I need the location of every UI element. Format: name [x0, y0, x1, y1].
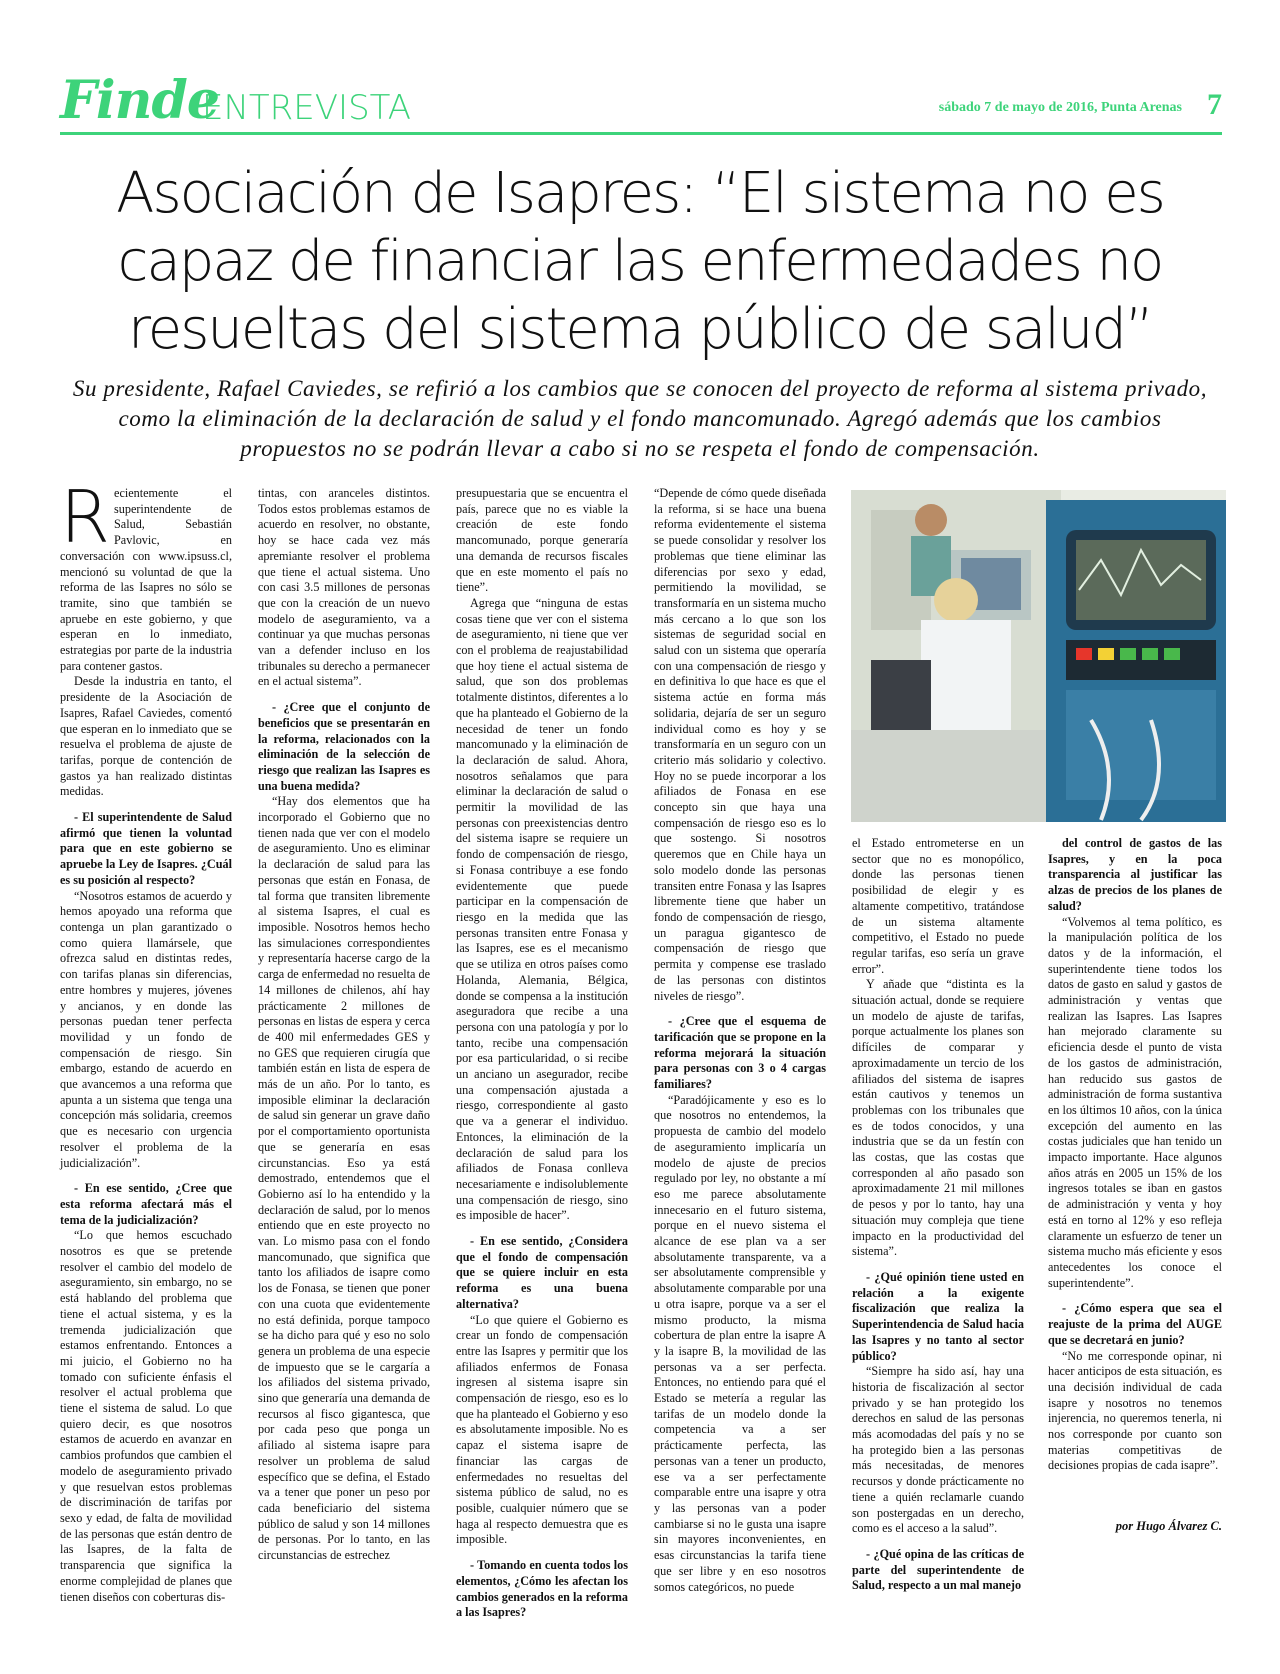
question: - ¿Cómo espera que sea el reajuste de la prima del AUGE que se decretará en junio?: [1048, 1301, 1222, 1347]
answer: “Lo que hemos escuchado nosotros es que se pretende resolver el cambio del modelo de aseguramiento, sin embargo, no se está hablando del problema que tiene el actual sistema, y es la tremenda judicialización que estamos enfrentando. Entonces a mi juicio, el Gobierno no ha tomado con suficiente énfasis el resolver el actual problema que tiene el sistema de salud. Lo que quiero decir, es que nosotros estamos de acuerdo en avanzar en cambios profundos que cambien el modelo de aseguramiento privado y que resuelvan estos problemas de discriminación de tarifas por sexo y edad, de falta de movilidad de las personas que están dentro de las Isapres, de la falta de transparencia que significa la enorme complejidad de planes que tienen diseños con coberturas dis-: [60, 1228, 232, 1604]
photo-illustration: [851, 490, 1226, 822]
column-1: [60, 475, 232, 1605]
question: - ¿Cree que el conjunto de beneficios que se presentarán en la reforma, relacionados con la eliminación de la selección de riesgo que realizan las Isapres es una buena medida?: [258, 700, 430, 793]
answer: “No me corresponde opinar, ni hacer anticipos de esta situación, es una decisión individual de cada isapre y nosotros no tenemos injerencia, no queremos tenerla, ni nos corresponde por cuanto son materias competitivas de decisiones propias de cada isapre”.: [1048, 1348, 1222, 1473]
paragraph: Agrega que “ninguna de estas cosas tiene que ver con el sistema de aseguramiento, ni tiene que ver con el problema de reajustabilidad que hoy tiene el actual sistema de salud, que son dos problemas totalmente distintos, diferentes a lo que ha planteado el Gobierno de la necesidad de tener un fondo mancomunado y la eliminación de la declaración de salud. Ahora, nosotros señalamos que para eliminar la declaración de salud o permitir la movilidad de las personas con preexistencias dentro del sistema isapre se requiere un fondo de compensación de riesgo, si Fonasa contribuye a ese fondo evidentemente que puede participar en la compensación de riesgo en la medida que las personas transiten entre Fonasa y las Isapres, ese es el mecanismo que se utiliza en otros países como Holanda, Alemania, Bélgica, donde se compensa a la institución aseguradora que recibe a una persona con una patología y por lo tanto, recibe una compensación por esa particularidad, o si recibe un anciano un asegurador, recibe una compensación ajustada a riesgo, correspondiente al gasto que va a generar el individuo. Entonces, la eliminación de la declaración de salud para los afiliados de Fonasa conlleva necesariamente e indisolublemente una compensación de riesgo, sino es imposible de hacer”.: [456, 595, 628, 1223]
paragraph: “Depende de cómo quede diseñada la reforma, si se hace una buena reforma evidentemente el sistema se puede consolidar y resolver los problemas que tiene eliminar las diferencias por sexo y edad, permitiendo la movilidad, se transformaría en un sistema mucho más cercano a lo que son los sistemas de seguridad social en salud con un sistema que operaría con una compensación de riesgo y en definitiva lo que hace es que el sistema actúe en forma más solidaria, dejaría de ser un seguro individual como es hoy y se transformaría en un seguro con un criterio más solidario y colectivo. Hoy no se puede incorporar a los afiliados de Fonasa en ese concepto sin que haya una compensación de riesgo eso es lo que sostengo. Si nosotros queremos que en Chile haya un solo modelo donde las personas transiten entre Fonasa y las Isapres libremente tiene que haber un fondo de compensación de riesgo, un paragua gigantesco de compensación de riesgo que permita y compense ese traslado de las personas con distintos niveles de riesgo”.: [654, 486, 826, 1003]
question: - ¿Cree que el esquema de tarificación que se propone en la reforma mejorará la situación para personas con 3 o 4 cargas familiares?: [654, 1014, 826, 1092]
deck: Su presidente, Rafael Caviedes, se refirió a los cambios que se conocen del proyecto de reforma al sistema privado, como la eliminación de la declaración de salud y el fondo mancomunado. Agregó además que los cambios propuestos no se podrán llevar a cabo si no se respeta el fondo de compensación.: [72, 376, 1208, 461]
question: - ¿Qué opinión tiene usted en relación a la exigente fiscalización que realiza la Superintendencia de Salud hacia las Isapres y no tanto al sector público?: [852, 1269, 1024, 1363]
header-rule: [60, 132, 1222, 135]
article-photo: [851, 490, 1226, 822]
question: - Tomando en cuenta todos los elementos, ¿Cómo les afectan los cambios generados en la reforma a las Isapres?: [456, 1558, 628, 1620]
section-label: ENTREVISTA: [202, 88, 412, 128]
question: - El superintendente de Salud afirmó que tienen la voluntad para que en este gobierno se apruebe la Ley de Isapres. ¿Cuál es su posición al respecto?: [60, 810, 232, 887]
brand-logo: Finde: [60, 70, 219, 131]
page-number: 7: [1207, 88, 1222, 121]
drop-cap: R: [60, 475, 111, 559]
dateline: sábado 7 de mayo de 2016, Punta Arenas: [938, 100, 1182, 115]
column-5: [852, 836, 1024, 1594]
question: - En ese sentido, ¿Cree que esta reforma afectará más el tema de la judicialización?: [60, 1181, 232, 1227]
answer: “Volvemos al tema político, es la manipulación política de los datos y de la información, el superintendente tiene todos los datos de gasto en salud y gastos de administración y ventas que realizan las Isapres. Las Isapres han mejorado claramente su eficiencia desde el punto de vista de los gastos de administración, han reducido sus gastos de administración de forma sustantiva en los últimos 10 años, con la única excepción del aumento en las costas judiciales que han tenido un impacto importante. Hace algunos años atrás en 2005 un 15% de los ingresos totales se iban en gastos de administración y venta y hoy está en torno al 12% y eso refleja claramente un esfuerzo de tener un sistema mucho más eficiente y esos antecedentes los conoce el superintendente”.: [1048, 914, 1222, 1290]
answer: “Hay dos elementos que ha incorporado el Gobierno que no tienen nada que ver con el modelo de aseguramiento. Uno es eliminar la declaración de salud para las personas que están en Fonasa, de tal forma que transiten libremente al sistema Isapres, el cual es imposible. Nosotros hemos hecho las simulaciones correspondientes y representaría hacerse cargo de la carga de enfermedad no resuelta de 14 millones de chilenos, ahí hay prácticamente 2 millones de personas en listas de espera y cerca de 400 mil enfermedades GES y no GES que requieren cirugía que también están en lista de espera de más de un año. Por lo tanto, es imposible eliminar la declaración de salud sin generar un grave daño por el comportamiento oportunista que se generaría en esas circunstancias. Eso ya está demostrado, entendemos que el Gobierno así lo ha entendido y la declaración de salud, por lo menos entiendo que en este proyecto no van. Lo mismo pasa con el fondo mancomunado, que significa que tanto los afiliados de isapre como los de Fonasa, se tienen que poner con una cuota que evidentemente no está definida, porque tampoco se ha dicho para qué y eso no solo genera un problema de una especie de impuesto que se le cargaría a los afiliados del sistema privado, sino que generaría una demanda de recursos al fisco gigantesca, que por cada peso que ponga un afiliado al sistema isapre para resolver un problema de salud específico que se defina, el Estado va a tener que poner un peso por cada beneficiario del sistema público de salud y son 14 millones de personas. Por lo tanto, en las circunstancias de estrechez: [258, 794, 430, 1563]
column-4: [654, 486, 826, 1595]
column-3: [456, 486, 628, 1621]
byline: por Hugo Álvarez C.: [1115, 1519, 1222, 1533]
paragraph: el Estado entrometerse en un sector que no es monopólico, donde las personas tienen posibilidad de elegir y es altamente competitivo, tratándose de un sistema altamente competitivo, el Estado no puede regular tarifas, eso sería un grave error”.: [852, 836, 1024, 976]
column-6: [1048, 836, 1222, 1474]
question: - En ese sentido, ¿Considera que el fondo de compensación que se quiere incluir en esta reforma es una buena alternativa?: [456, 1234, 628, 1311]
lead-text: ecientemente el superintendente de Salud, Sebastián Pavlovic, en conversación con www.ipsuss.cl, mencionó su voluntad de que la reforma de las Isapres no sólo se tramite, sino que también se apruebe en este gobierno, y que esperan en lo inmediato, estrategias por parte de la industria para contener gastos.: [60, 486, 232, 673]
question: del control de gastos de las Isapres, y en la poca transparencia al justificar las alzas de precios de los planes de salud?: [1048, 836, 1222, 913]
paragraph: Y añade que “distinta es la situación actual, donde se requiere un modelo de ajuste de tarifas, porque actualmente los planes son difíciles de comparar y aproximadamente un tercio de los afiliados del sistema de isapres están cautivos y tenemos un problemas con los tribunales que es de todos conocidos, y una industria que se da un festín con las costas, que las costas que corresponden al año pasado son aproximadamente 21 mil millones de pesos y por lo tanto, hay una situación muy compleja que tiene impacto en la productividad del sistema”.: [852, 977, 1024, 1259]
lead-paragraph: [60, 475, 232, 674]
paragraph: Desde la industria en tanto, el presidente de la Asociación de Isapres, Rafael Caviedes, comentó que esperan en lo inmediato que se resuelva el problema de ajuste de tarifas, porque de contención de gastos ya han realizado distintas medidas.: [60, 674, 232, 799]
column-2: [258, 486, 430, 1564]
answer: “Paradójicamente y eso es lo que nosotros no entendemos, la propuesta de cambio del modelo de aseguramiento implicaría un modelo de ajuste de precios regulado por ley, no obstante a mí eso me parece absolutamente innecesario en el futuro sistema, porque en el nuevo sistema el alcance de ese plan va a ser absolutamente transparente, va a ser absolutamente comprensible y absolutamente comparable por una u otra isapre, porque va a ser el mismo producto, la misma cobertura de plan entre la isapre A y la isapre B, la movilidad de las personas va a ser perfecta. Entonces, no entiendo para qué el Estado se metería a regular las tarifas de un modelo donde la competencia va a ser prácticamente perfecta, las personas van a tener un producto, ese va a ser perfectamente comparable entre una isapre y otra y las personas van a poder cambiarse si no le gusta una isapre sin mayores inconvenientes, en esas circunstancias la tarifa tiene que ser libre y en eso nosotros somos categóricos, no puede: [654, 1092, 826, 1594]
masthead: [60, 70, 1222, 132]
question: - ¿Qué opina de las críticas de parte del superintendente de Salud, respecto a un mal manejo: [852, 1546, 1024, 1593]
paragraph: presupuestaria que se encuentra el país, parece que no es viable la creación de este fondo mancomunado, porque generaría una demanda de recursos fiscales que en este momento el país no tiene”.: [456, 486, 628, 595]
answer: “Siempre ha sido así, hay una historia de fiscalización al sector privado y se han protegido los derechos en salud de las personas más acomodadas del país y no se ha protegido bien a las personas más necesitadas, de menores recursos y donde prácticamente no tiene a quién reclamarle cuando son postergadas en un derecho, como es el acceso a la salud”.: [852, 1364, 1024, 1536]
paragraph: tintas, con aranceles distintos. Todos estos problemas estamos de acuerdo en resolver, no obstante, hoy se hace cada vez más apremiante resolver el problema que tiene el actual sistema. Uno con casi 3.5 millones de personas que con la creación de un nuevo modelo de aseguramiento, va a continuar ya que muchas personas van a defender incluso en los tribunales su derecho a permanecer en el actual sistema”.: [258, 486, 430, 689]
answer: “Lo que quiere el Gobierno es crear un fondo de compensación entre las Isapres y permitir que los afiliados enfermos de Fonasa ingresen al sistema isapre sin compensación de riesgo, eso es lo que ha planteado el Gobierno y eso es absolutamente imposible. No es capaz el sistema isapre de financiar las cargas de enfermedades no resueltas del sistema público de salud, no es posible, cualquier número que se haga al respecto demuestra que es imposible.: [456, 1312, 628, 1547]
headline: Asociación de Isapres: “El sistema no es capaz de financiar las enfermedades no resueltas del sistema público de salud”: [116, 161, 1164, 362]
answer: “Nosotros estamos de acuerdo y hemos apoyado una reforma que contenga un plan garantizado o como quiera llamársele, que ofrezca salud en distintas redes, con tarifas planas sin diferencias, entre hombres y mujeres, jóvenes y ancianos, y en donde las personas puedan tener perfecta movilidad y un fondo de compensación de riesgo. Sin embargo, estando de acuerdo en que avancemos a una reforma que apunta a un sistema que tenga una concepción más solidaria, creemos que es necesario con urgencia resolver el problema de la judicialización”.: [60, 888, 232, 1170]
